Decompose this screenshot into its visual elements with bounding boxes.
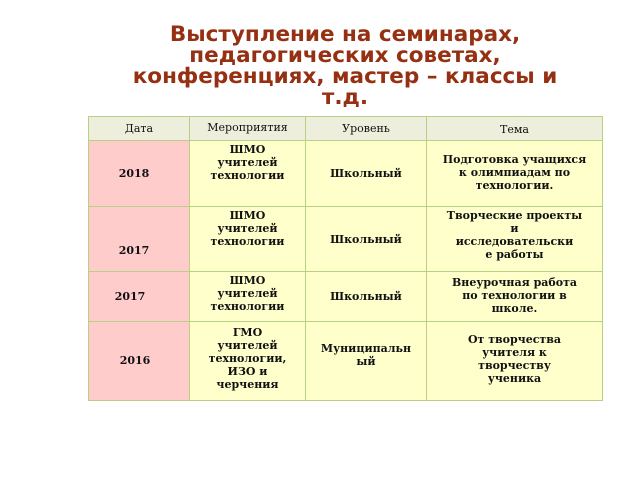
row-4-date: 2016 [88,321,190,401]
row-2-event: ШМО учителей технологии [189,206,306,272]
header-topic: Тема [426,116,603,141]
page-title [80,24,610,108]
row-4-topic: От творчества учителя к творчеству ученика [426,321,603,401]
row-4-level: Муниципальн ый [305,321,427,401]
row-3-event: ШМО учителей технологии [189,271,306,322]
header-date: Дата [88,116,190,141]
row-1-date: 2018 [88,140,190,207]
title-line-4: т.д. [321,85,369,110]
title-line-3: конференциях, мастер – классы и [132,64,558,89]
row-2-level: Школьный [305,206,427,272]
row-1-event: ШМО учителей технологии [189,140,306,207]
row-2-date: 2017 [88,206,190,272]
row-3-level: Школьный [305,271,427,322]
row-1-topic: Подготовка учащихся к олимпиадам по технологии. [426,140,603,207]
title-line-2: педагогических советах, [189,43,501,68]
row-3-date: 2017 [88,271,190,322]
row-3-topic: Внеурочная работа по технологии в школе. [426,271,603,322]
row-2-topic: Творческие проекты и исследовательски е работы [426,206,603,272]
header-level: Уровень [305,116,427,141]
header-event: Мероприятия [189,116,306,141]
title-line-1: Выступление на семинарах, [169,22,521,47]
row-4-event: ГМО учителей технологии, ИЗО и черчения [189,321,306,401]
row-1-level: Школьный [305,140,427,207]
